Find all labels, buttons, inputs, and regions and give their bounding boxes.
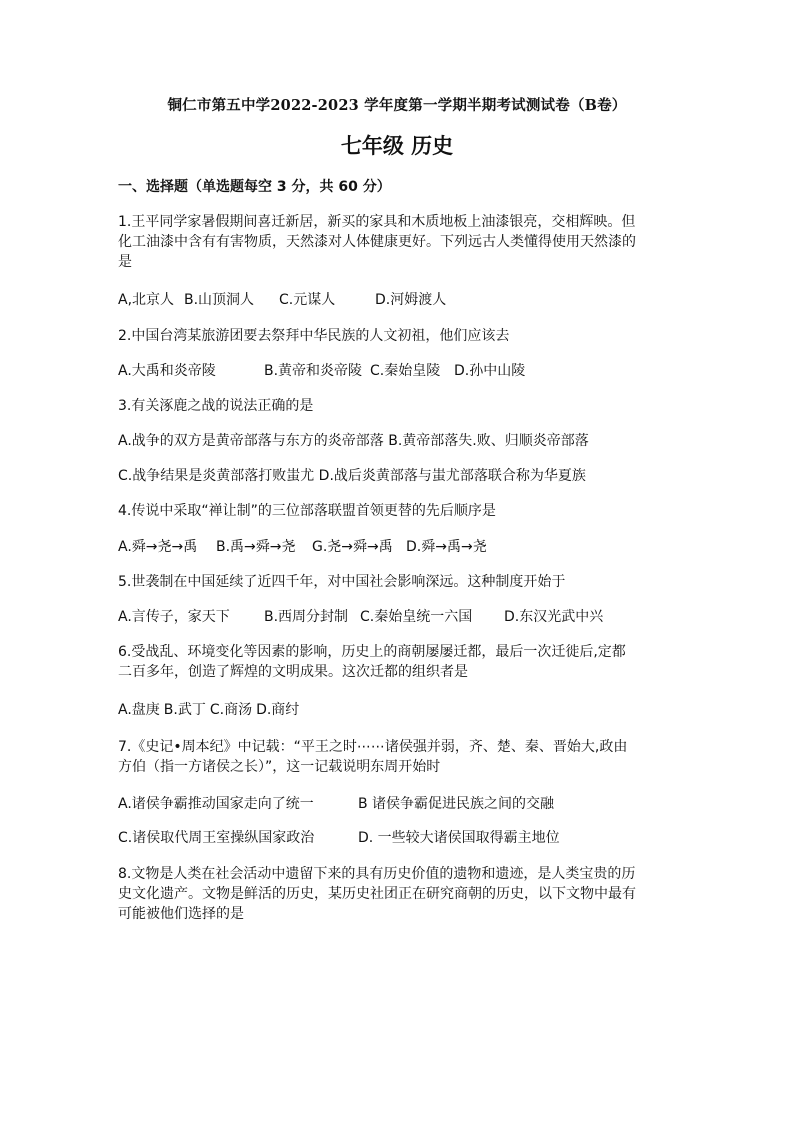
- question-5-options: [118, 607, 603, 627]
- option-c: C.元谋人: [279, 292, 336, 308]
- option-b: B.武丁: [163, 702, 206, 718]
- option-c: G.尧→舜→禹: [312, 539, 393, 555]
- question-4-options: [118, 537, 487, 557]
- question-7-options-line-2: [118, 828, 560, 848]
- option-d: D.东汉光武中兴: [504, 609, 604, 625]
- question-6-stem-line-2: 二百多年，创造了辉煌的文明成果。这次迁都的组织者是: [118, 664, 468, 680]
- option-b: B.黄帝和炎帝陵: [264, 363, 363, 379]
- option-b: B 诸侯争霸促进民族之间的交融: [358, 796, 555, 812]
- question-6-options: [118, 700, 299, 720]
- subject-title: 七年级 历史: [340, 133, 454, 158]
- question-3-options-line-1: A.战争的双方是黄帝部落与东方的炎帝部落 B.黄帝部落失.败、归顺炎帝部落: [118, 433, 589, 449]
- question-4-stem: 4.传说中采取“禅让制”的三位部落联盟首领更替的先后顺序是: [118, 503, 496, 519]
- option-a: A,北京人: [118, 292, 175, 308]
- question-6-stem-line-1: 6.受战乱、环境变化等因素的影响，历史上的商朝屡屡迁都，最后一次迁徙后,定都: [118, 644, 626, 660]
- option-d: D.河姆渡人: [375, 292, 447, 308]
- option-c: C.秦始皇统一六国: [360, 609, 473, 625]
- question-1-options: [118, 290, 446, 310]
- question-1-stem-line-1: 1.王平同学家暑假期间喜迁新居，新买的家具和木质地板上油漆银亮，交相辉映。但: [118, 214, 636, 230]
- question-1-stem-line-2: 化工油漆中含有有害物质，天然漆对人体健康更好。下列远古人类懂得使用天然漆的: [118, 234, 636, 250]
- question-2-stem: 2.中国台湾某旅游团要去祭拜中华民族的人文初祖，他们应该去: [118, 328, 510, 344]
- question-1-stem-line-3: 是: [118, 254, 132, 270]
- question-7-stem-line-1: 7.《史记•周本纪》中记载：“平王之时⋯⋯诸侯强并弱，齐、楚、秦、晋始大,政由: [118, 739, 628, 755]
- option-a: A.诸侯争霸推动国家走向了统一: [118, 796, 314, 812]
- question-5-stem: 5.世袭制在中国延续了近四千年，对中国社会影响深远。这种制度开始于: [118, 574, 566, 590]
- option-d: D. 一些较大诸侯国取得霸主地位: [358, 830, 560, 846]
- option-b: B.山顶洞人: [184, 292, 255, 308]
- option-d: D.舜→禹→尧: [406, 539, 487, 555]
- option-c: C.秦始皇陵: [370, 363, 441, 379]
- question-7-options-line-1: [118, 794, 554, 814]
- question-8-stem-line-3: 可能被他们选择的是: [118, 906, 244, 922]
- option-a: A.大禹和炎帝陵: [118, 363, 216, 379]
- option-d: D.商纣: [256, 702, 300, 718]
- question-8-stem-line-2: 史文化遗产。文物是鲜活的历史，某历史社团正在研究商朝的历史，以下文物中最有: [118, 886, 636, 902]
- option-c: C.商汤: [209, 702, 253, 718]
- option-b: B.禹→舜→尧: [216, 539, 296, 555]
- question-3-options-line-2: C.战争结果是炎黄部落打败蚩尤 D.战后炎黄部落与蚩尤部落联合称为华夏族: [118, 468, 586, 484]
- option-a: A.舜→尧→禹: [118, 539, 198, 555]
- option-a: A.言传子，家天下: [118, 609, 230, 625]
- option-c: C.诸侯取代周王室操纵国家政治: [118, 830, 315, 846]
- question-7-stem-line-2: 方伯（指一方诸侯之长）”，这一记载说明东周开始时: [118, 759, 441, 775]
- option-a: A.盘庚: [118, 702, 160, 718]
- question-2-options: [118, 361, 525, 381]
- question-8-stem-line-1: 8.文物是人类在社会活动中遗留下来的具有历史价值的遗物和遗迹，是人类宝贵的历: [118, 866, 636, 882]
- exam-title: 铜仁市第五中学2022-2023 学年度第一学期半期考试测试卷（B卷）: [167, 97, 627, 114]
- option-b: B.西周分封制: [264, 609, 349, 625]
- option-d: D.孙中山陵: [454, 363, 526, 379]
- section-heading: 一、选择题（单选题每空 3 分，共 60 分）: [118, 179, 391, 195]
- question-3-stem: 3.有关涿鹿之战的说法正确的是: [118, 398, 314, 414]
